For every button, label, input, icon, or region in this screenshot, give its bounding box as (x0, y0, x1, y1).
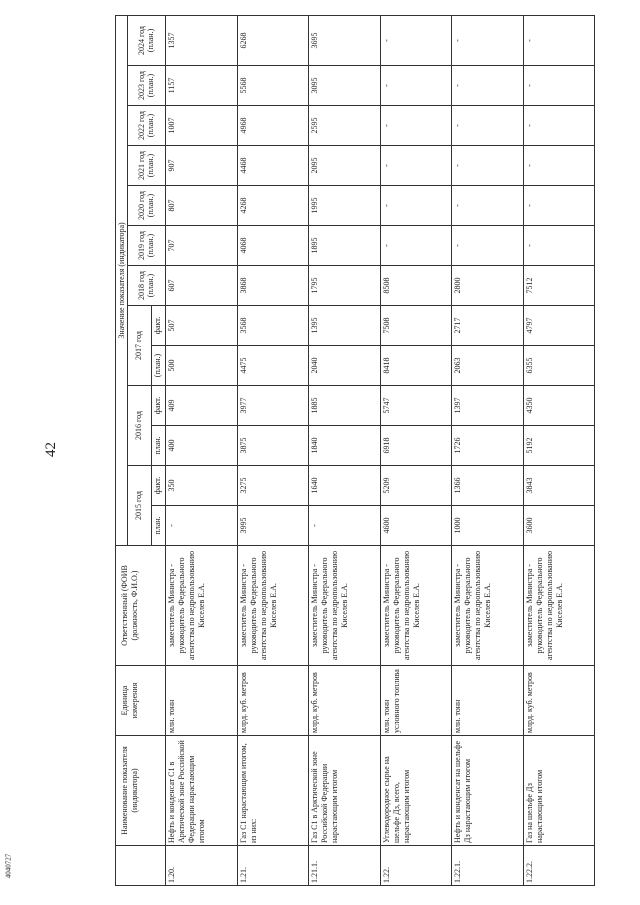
value-cell: 5568 (237, 66, 309, 106)
header-sub: (план.) (145, 233, 155, 258)
row-responsible: заместитель Министра - руководитель Федерального агентства по недропользованию Киселев Е.А. (523, 546, 595, 666)
row-responsible: заместитель Министра - руководитель Федерального агентства по недропользованию Киселев Е.А. (237, 546, 309, 666)
header-year: 2017 год (128, 306, 152, 386)
header-year-label: 2022 год (137, 111, 147, 140)
header-year (128, 66, 166, 106)
row-responsible: заместитель Министра - руководитель Федерального агентства по недропользованию Киселев Е.А. (309, 546, 381, 666)
row-name: Углеводородное сырье на шельфе Дз, всего, нарастающим итогом (380, 736, 452, 846)
header-sub: (план.) (145, 273, 155, 298)
value-cell: 6918 (380, 426, 452, 466)
value-cell: 8418 (380, 346, 452, 386)
header-year (128, 186, 166, 226)
value-cell: 5192 (523, 426, 595, 466)
header-year (128, 15, 166, 65)
value-cell: 3995 (237, 506, 309, 546)
value-cell: - (452, 226, 524, 266)
header-sub: (план.) (145, 113, 155, 138)
value-cell: 6268 (237, 15, 309, 65)
value-cell: - (380, 66, 452, 106)
header-year (128, 106, 166, 146)
value-cell: - (452, 106, 524, 146)
value-cell: 1726 (452, 426, 524, 466)
row-num: 1.20. (166, 846, 238, 886)
value-cell: 1000 (452, 506, 524, 546)
value-cell: 2800 (452, 266, 524, 306)
value-cell: - (309, 506, 381, 546)
header-sub: факт. (152, 386, 166, 426)
table-row (166, 15, 238, 885)
header-sub: план. (152, 506, 166, 546)
value-cell: 3275 (237, 466, 309, 506)
value-cell: - (523, 226, 595, 266)
row-num: 1.21. (237, 846, 309, 886)
value-cell: - (380, 186, 452, 226)
value-cell: - (380, 15, 452, 65)
value-cell: 8508 (380, 266, 452, 306)
value-cell: 6355 (523, 346, 595, 386)
value-cell: 4475 (237, 346, 309, 386)
value-cell: 4068 (237, 226, 309, 266)
header-sub: (план.) (145, 73, 155, 98)
header-year-label: 2024 год (137, 26, 147, 55)
row-responsible: заместитель Министра - руководитель Федерального агентства по недропользованию Киселев Е.А. (380, 546, 452, 666)
row-unit: млн. тонн условного топлива (380, 666, 452, 736)
row-name: Газ С1 нарастающим итогом, из них: (237, 736, 309, 846)
value-cell: 1640 (309, 466, 381, 506)
value-cell: 3695 (309, 15, 381, 65)
value-cell: 350 (166, 466, 238, 506)
table-row (523, 15, 595, 885)
value-cell: - (380, 146, 452, 186)
value-cell: 7508 (380, 306, 452, 346)
header-year-label: 2023 год (137, 71, 147, 100)
value-cell: 1397 (452, 386, 524, 426)
value-cell: 5747 (380, 386, 452, 426)
row-num: 1.22. (380, 846, 452, 886)
value-cell: 1357 (166, 15, 238, 65)
value-cell: 4968 (237, 106, 309, 146)
value-cell: 1995 (309, 186, 381, 226)
header-year-label: 2019 год (137, 231, 147, 260)
value-cell: 807 (166, 186, 238, 226)
value-cell: 409 (166, 386, 238, 426)
value-cell: 3095 (309, 66, 381, 106)
value-cell: 1395 (309, 306, 381, 346)
header-unit: Единица измерения (116, 666, 166, 736)
row-responsible: заместитель Министра - руководитель Федерального агентства по недропользованию Киселев Е.А. (452, 546, 524, 666)
value-cell: - (523, 15, 595, 65)
header-year (128, 266, 166, 306)
header-sub: (план.) (145, 153, 155, 178)
value-cell: 2095 (309, 146, 381, 186)
value-cell: 4797 (523, 306, 595, 346)
value-cell: - (523, 146, 595, 186)
value-cell: 1840 (309, 426, 381, 466)
value-cell: 2063 (452, 346, 524, 386)
value-cell: 3875 (237, 426, 309, 466)
value-cell: 907 (166, 146, 238, 186)
header-sub: (план.) (145, 193, 155, 218)
value-cell: 3868 (237, 266, 309, 306)
value-cell: 2040 (309, 346, 381, 386)
value-cell: - (452, 146, 524, 186)
value-cell: 607 (166, 266, 238, 306)
row-unit: млрд. куб. метров (237, 666, 309, 736)
header-year-label: 2020 год (137, 191, 147, 220)
value-cell: 5209 (380, 466, 452, 506)
header-year (128, 226, 166, 266)
header-sub: (план.) (145, 28, 155, 53)
table-row (380, 15, 452, 885)
row-unit: млн. тонн (166, 666, 238, 736)
header-responsible: Ответственный (ФОИВ (должность, Ф.И.О.) (116, 546, 166, 666)
value-cell: - (166, 506, 238, 546)
value-cell: 400 (166, 426, 238, 466)
document-code: 4040727 (4, 853, 13, 879)
value-cell: 4268 (237, 186, 309, 226)
value-cell: 4350 (523, 386, 595, 426)
row-unit: млрд. куб. метров (523, 666, 595, 736)
header-sub: (план.) (152, 346, 166, 386)
value-cell: 2595 (309, 106, 381, 146)
value-cell: - (523, 106, 595, 146)
value-cell: 2717 (452, 306, 524, 346)
value-cell: 7512 (523, 266, 595, 306)
header-year (128, 146, 166, 186)
value-cell: - (452, 15, 524, 65)
value-cell: 507 (166, 306, 238, 346)
value-cell: - (452, 66, 524, 106)
row-name: Газ на шельфе Дз нарастающим итогом (523, 736, 595, 846)
indicator-table (115, 15, 595, 886)
header-sub: факт. (152, 306, 166, 346)
header-year-label: 2021 год (137, 151, 147, 180)
value-cell: - (452, 186, 524, 226)
value-cell: 500 (166, 346, 238, 386)
row-responsible: заместитель Министра - руководитель Федерального агентства по недропользованию Киселев Е.А. (166, 546, 238, 666)
row-num: 1.21.1. (309, 846, 381, 886)
header-indicator-values: Значение показателя (индикатора) (116, 15, 128, 545)
row-name: Нефть и конденсат С1 в Арктической зоне Российской Федерации нарастающим итогом (166, 736, 238, 846)
value-cell: - (523, 186, 595, 226)
value-cell: 4468 (237, 146, 309, 186)
header-year: 2016 год (128, 386, 152, 466)
table-row (452, 15, 524, 885)
table-row (309, 15, 381, 885)
value-cell: 707 (166, 226, 238, 266)
header-num (116, 846, 166, 886)
row-num: 1.22.2. (523, 846, 595, 886)
value-cell: 3843 (523, 466, 595, 506)
header-year-label: 2018 год (137, 271, 147, 300)
value-cell: 1007 (166, 106, 238, 146)
row-name: Нефть и конденсат на шельфе Дз нарастающим итогом (452, 736, 524, 846)
header-year: 2015 год (128, 466, 152, 546)
value-cell: - (523, 66, 595, 106)
row-name: Газ С1 в Арктической зоне Российской Федерации нарастающим итогом (309, 736, 381, 846)
rotated-table-wrapper (115, 16, 595, 886)
value-cell: 3568 (237, 306, 309, 346)
value-cell: 1795 (309, 266, 381, 306)
page-number: 42 (43, 442, 59, 457)
header-name: Наименование показателя (индикатора) (116, 736, 166, 846)
value-cell: 1885 (309, 386, 381, 426)
header-sub: план. (152, 426, 166, 466)
value-cell: 1895 (309, 226, 381, 266)
table-row (237, 15, 309, 885)
value-cell: 3600 (523, 506, 595, 546)
value-cell: - (380, 106, 452, 146)
value-cell: 1366 (452, 466, 524, 506)
header-sub: факт. (152, 466, 166, 506)
value-cell: 1157 (166, 66, 238, 106)
value-cell: 3977 (237, 386, 309, 426)
row-unit: млрд. куб. метров (309, 666, 381, 736)
value-cell: 4600 (380, 506, 452, 546)
row-num: 1.22.1. (452, 846, 524, 886)
row-unit: млн. тонн (452, 666, 524, 736)
value-cell: - (380, 226, 452, 266)
